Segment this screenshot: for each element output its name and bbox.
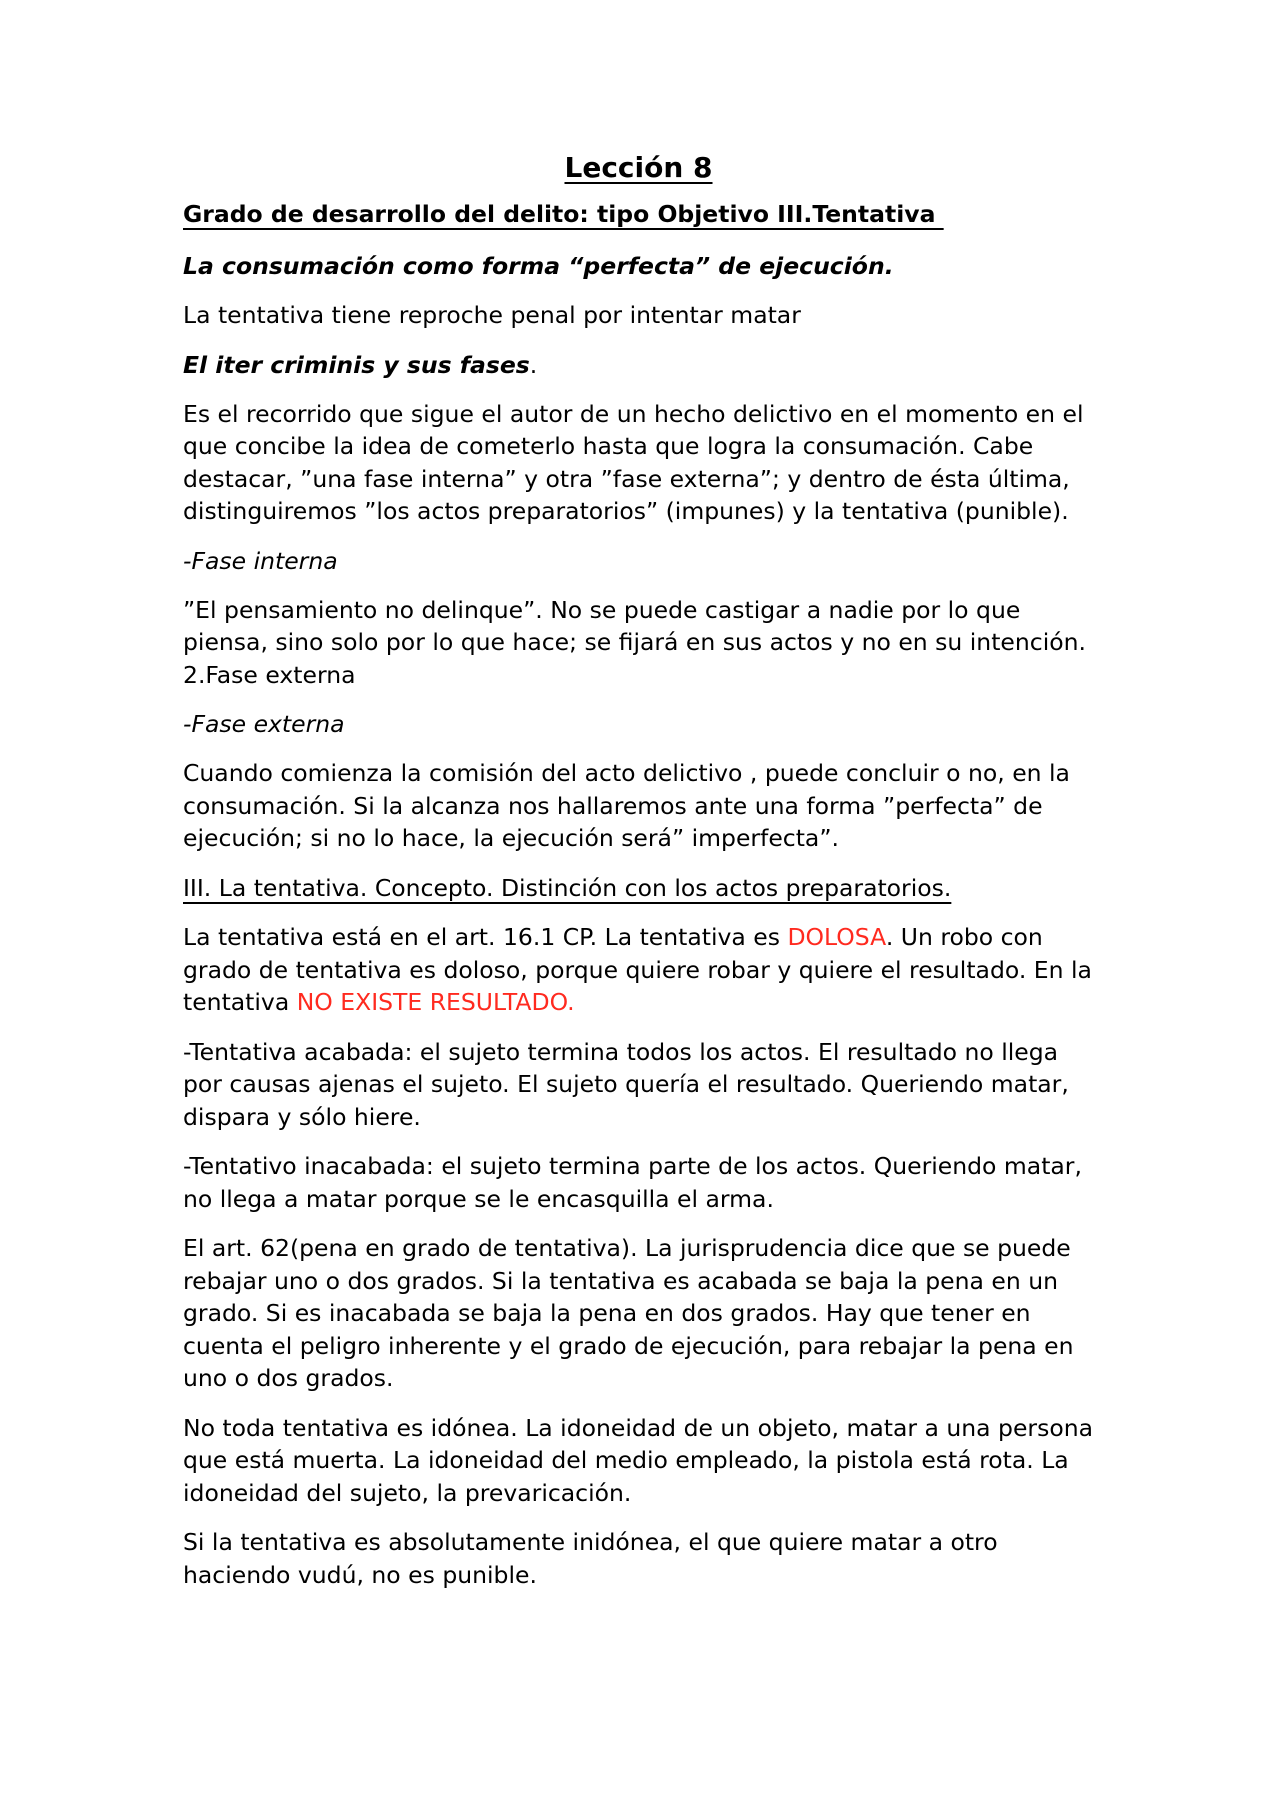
- paragraph-tentativa-acabada: -Tentativa acabada: el sujeto termina todos los actos. El resultado no llega por causas ajenas el sujeto. El sujeto quería el resultado. Queriendo matar, dispara y sólo hiere.: [183, 1037, 1069, 1131]
- heading-concepto-text: III. La tentativa. Concepto. Distinción con los actos preparatorios.: [183, 873, 952, 902]
- paragraph-idonea: No toda tentativa es idónea. La idoneidad de un objeto, matar a una persona que está muerta. La idoneidad del medio empleado, la pistola está rota. La idoneidad del sujeto, la prevaricación.: [183, 1413, 1094, 1507]
- heading-consumacion: [183, 250, 1100, 282]
- lesson-subtitle: Grado de desarrollo del delito: tipo Objetivo III.Tentativa: [183, 200, 944, 228]
- line-reproche: La tentativa tiene reproche penal por intentar matar: [183, 301, 801, 329]
- heading-iter-tail: .: [529, 350, 538, 379]
- paragraph-art-16: [183, 921, 1100, 1019]
- paragraph-inidonea: Si la tentativa es absolutamente inidónea, el que quiere matar a otro haciendo vudú, no es punible.: [183, 1528, 998, 1589]
- paragraph-art-16-part-a: La tentativa está en el art. 16.1 CP. La tentativa es: [183, 923, 788, 951]
- highlight-no-existe-resultado: NO EXISTE RESULTADO.: [296, 988, 575, 1016]
- heading-consumacion-text: La consumación como forma “perfecta” de ejecución: [183, 252, 885, 280]
- fase-interna-label: -Fase interna: [183, 546, 338, 575]
- page-title: Lección 8: [564, 151, 713, 184]
- paragraph-tentativa-inacabada: -Tentativo inacabada: el sujeto termina parte de los actos. Queriendo matar, no llega a matar porque se le encasquilla el arma.: [183, 1152, 1082, 1213]
- heading-iter-text: El iter criminis y sus fases: [183, 350, 530, 379]
- paragraph-art-62: El art. 62(pena en grado de tentativa). La jurisprudencia dice que se puede rebajar uno o dos grados. Si la tentativa es acabada se baja la pena en un grado. Si es inacabada se baja la pena en dos grados. Hay que tener en cuenta el peligro inherente y el grado de ejecución, para rebajar la pena en uno o dos grados.: [183, 1234, 1074, 1392]
- highlight-dolosa: DOLOSA: [787, 923, 886, 951]
- heading-concepto: [183, 872, 1100, 905]
- heading-consumacion-tail: .: [884, 252, 894, 280]
- paragraph-comienza: Cuando comienza la comisión del acto delictivo , puede concluir o no, en la consumación. Si la alcanza nos hallaremos ante una forma ”perfecta” de ejecución; si no lo hace, la ejecución será” imperfecta”.: [183, 759, 1070, 852]
- heading-iter: [183, 349, 1100, 381]
- paragraph-pensamiento: ”El pensamiento no delinque”. No se puede castigar a nadie por lo que piensa, sino solo por lo que hace; se fijará en sus actos y no en su intención. 2.Fase externa: [183, 595, 1086, 689]
- paragraph-art-16-part-b: . Un robo con grado de tentativa es doloso, porque quiere robar y quiere el resultado. En la tentativa: [183, 923, 1092, 1016]
- fase-externa-label: -Fase externa: [183, 710, 345, 738]
- paragraph-recorrido: Es el recorrido que sigue el autor de un hecho delictivo en el momento en el que concibe la idea de cometerlo hasta que logra la consumación. Cabe destacar, ”una fase interna” y otra ”fase externa”; y dentro de ésta última, distinguiremos ”los actos preparatorios” (impunes) y la tentativa (punible).: [183, 399, 1084, 525]
